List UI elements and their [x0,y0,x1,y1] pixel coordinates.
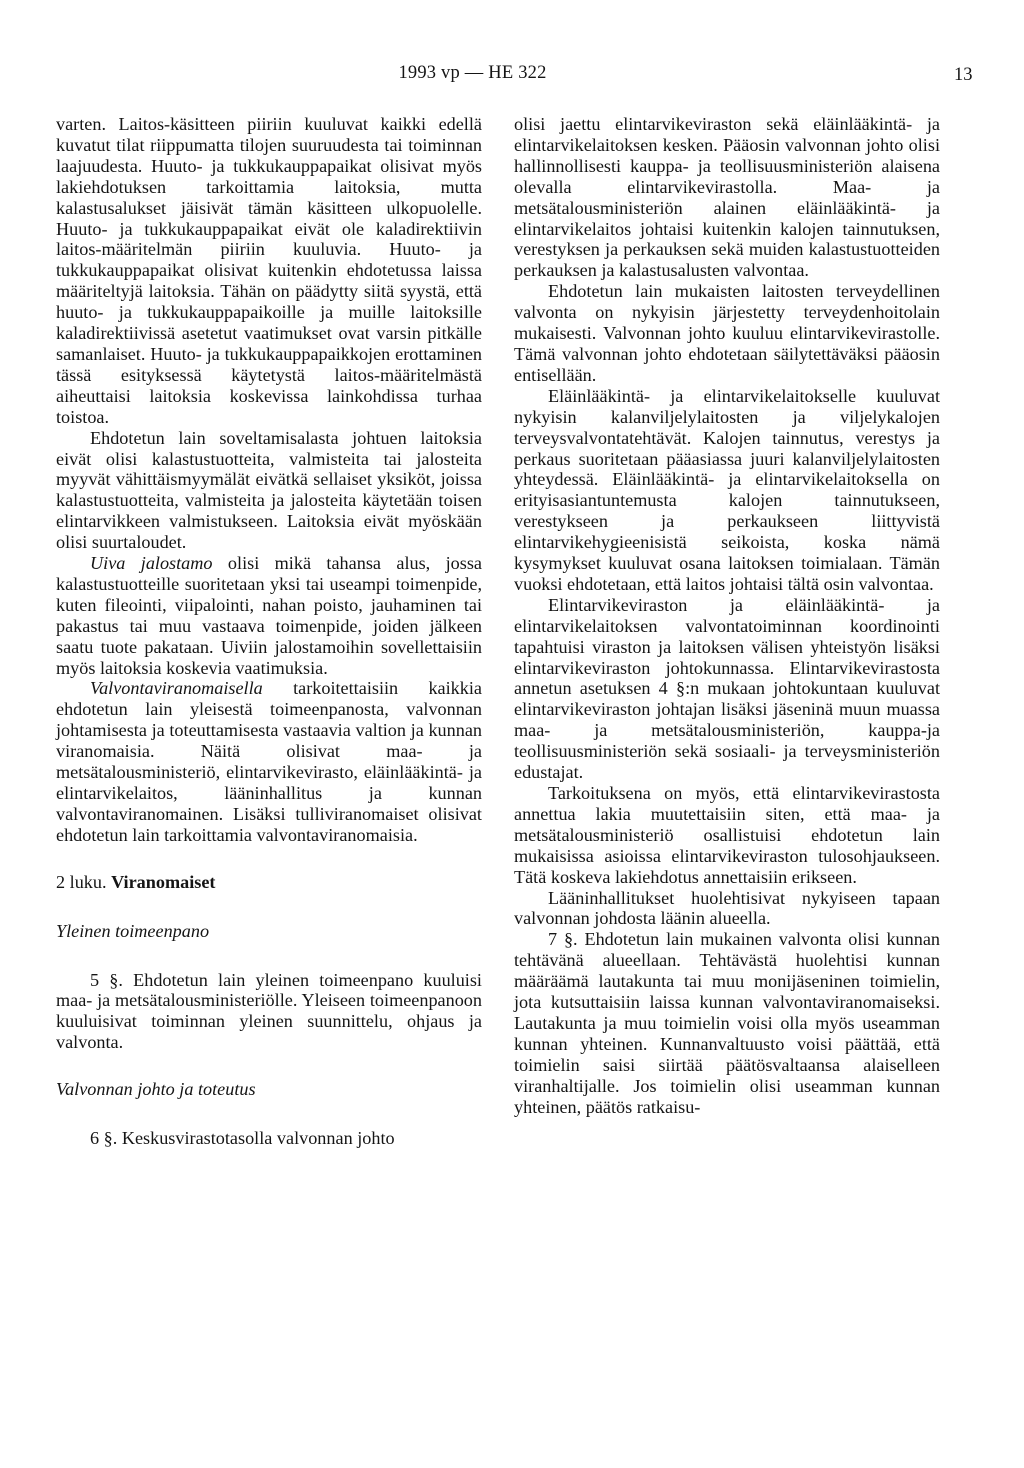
page-header-title: 1993 vp — HE 322 [398,63,547,83]
left-column [56,114,482,1149]
paragraph: Tarkoituksena on myös, että elintarvikevirastosta annettua lakia muutettaisiin siten, että maa- ja metsätalousministeriö osallistuisi ehdotetun lain mukaisissa asioissa elintarvikeviraston tulosohjaukseen. Tätä koskeva lakiehdotus annettaisiin erikseen. [514,783,940,887]
section-subheading: Yleinen toimeenpano [56,920,210,941]
page-number: 13 [954,65,973,85]
paragraph: Ehdotetun lain mukaisten laitosten terveydellinen valvonta on nykyisin järjestetty terveydenhoitolain mukaisesti. Valvonnan johto kuuluu elintarvikevirastolle. Tämä valvonnan johto ehdotetaan säilytettäväksi pääosin entisellään. [514,281,940,385]
term-valvontaviranomainen: Valvontaviranomaisella [90,678,263,699]
paragraph: olisi jaettu elintarvikeviraston sekä eläinlääkintä- ja elintarvikelaitoksen kesken. Pääosin valvonnan johto olisi hallinnollisesti kauppa- ja teollisuusministeriön alaisena olevalla elintarvikevirastolla. Maa- ja metsätalousministeriön alainen eläinlääkintä- ja elintarvikelaitos johtaisi kuitenkin kalojen tainnutuksen, verestyksen ja perkauksen sekä muiden kalastustuotteiden perkauksen ja kalastusalusten valvontaa. [514,114,940,281]
right-column [514,114,940,1118]
paragraph: 5 §. Ehdotetun lain yleinen toimeenpano kuuluisi maa- ja metsätalousministeriölle. Yleiseen toimeenpanoon kuuluisivat toiminnan yleinen suunnittelu, ohjaus ja valvonta. [56,969,482,1053]
chapter-number: 2 luku. [56,871,107,892]
paragraph [56,553,482,678]
paragraph: varten. Laitos-käsitteen piiriin kuuluvat kaikki edellä kuvatut tilat riippumatta tilojen suuruudesta tai toiminnan laajuudesta. Huuto- ja tukkukauppapaikat olisivat myös lakiehdotuksen tarkoittamia laitoksia, mutta kalastusalukset jäisivät tämän käsitteen ulkopuolelle. Huuto- ja tukkukauppapaikat eivät ole kaladirektiivin laitos-määritelmän piiriin kuuluvia. Huuto- ja tukkukauppapaikat olisivat kuitenkin ehdotetussa laissa määriteltyjä laitoksia. Tähän on päädytty siitä syystä, että huuto- ja tukkukauppapaikoille ja muille laitoksille kaladirektiivissä asetetut vaatimukset ovat varsin pitkälle samanlaiset. Huuto- ja tukkukauppapaikkojen erottaminen tässä esityksessä käytetystä laitos-määritelmästä aiheuttaisi laitoksia koskevissa lainkohdissa turhaa toistoa. [56,114,482,427]
term-uiva-jalostamo: Uiva jalostamo [90,553,213,574]
paragraph-text: olisi mikä tahansa alus, jossa kalastustuotteille suoritetaan yksi tai useampi toimenpide, kuten fileointi, viipalointi, nahan poisto, jauhaminen tai pakastus tai muu vastaava toimenpide, joiden jälkeen saatu tuote pakataan. Uiviin jalostamoihin sovellettaisiin myös laitoksia koskevia vaatimuksia. [56,553,482,678]
paragraph: 6 §. Keskusvirastotasolla valvonnan johto [90,1128,395,1149]
paragraph [56,678,482,845]
paragraph: Eläinlääkintä- ja elintarvikelaitokselle kuuluvat nykyisin kalanviljelylaitosten ja viljelykalojen terveysvalvontatehtävät. Kalojen tainnutus, verestys ja perkaus suoritetaan pääasiassa juuri kalanviljelylaitosten yhteydessä. Eläinlääkintä- ja elintarvikelaitoksella on erityisasiantuntemusta kalojen tainnutukseen, verestykseen ja perkaukseen liittyvistä elintarvikehygieenisistä seikoista, koska nämä kysymykset kuuluvat osana laitoksen toimialaan. Tämän vuoksi ehdotetaan, että laitos johtaisi tältä osin valvontaa. [514,385,940,594]
paragraph: Elintarvikeviraston ja eläinlääkintä- ja elintarvikelaitoksen valvontatoiminnan koordinointi tapahtuisi viraston ja laitoksen välisen yhteistyön lisäksi elintarvikeviraston johtokunnassa. Elintarvikevirastosta annetun asetuksen 4 §:n mukaan johtokuntaan kuuluvat elintarvikeviraston johtajan lisäksi jäseninä muun muassa maa- ja metsätalousministeriön, kauppa-ja teollisuusministeriön sekä sosiaali- ja terveysministeriön edustajat. [514,594,940,783]
paragraph: Lääninhallitukset huolehtisivat nykyiseen tapaan valvonnan johdosta läänin alueella. [514,887,940,929]
chapter-title: Viranomaiset [111,871,216,892]
paragraph-text: tarkoitettaisiin kaikkia ehdotetun lain yleisestä toimeenpanosta, valvonnan johtamisesta ja toteuttamisesta vastaavia valtion ja kunnan viranomaisia. Näitä olisivat maa- ja metsätalousministeriö, elintarvikevirasto, eläinlääkintä- ja elintarvikelaitos, lääninhallitus ja kunnan valvontaviranomainen. Lisäksi tulliviranomaiset olisivat ehdotetun lain tarkoittamia valvontaviranomaisia. [56,678,482,845]
paragraph: Ehdotetun lain soveltamisalasta johtuen laitoksia eivät olisi kalastustuotteita, valmisteita tai jalosteita myyvät vähittäismyymälät eivätkä sellaiset yksiköt, joissa kalastustuotteita, valmisteita ja jalosteita käytetään toisen elintarvikkeen valmistukseen. Laitoksia eivät myöskään olisi suurtaloudet. [56,427,482,553]
paragraph: 7 §. Ehdotetun lain mukainen valvonta olisi kunnan tehtävänä alueellaan. Tehtävästä huolehtisi kunnan määräämä lautakunta tai muu monijäseninen toimielin, jota kutsuttaisiin laissa kunnan valvontaviranomaiseksi. Lautakunta ja muu toimielin voisi olla myös useamman kunnan yhteinen. Kunnanvaltuusto voisi päättää, että toimielin saisi siirtää päätösvaltaansa alaiselleen viranhaltijalle. Jos toimielin olisi useamman kunnan yhteinen, päätös ratkaisu- [514,929,940,1117]
chapter-heading [56,872,482,893]
section-subheading: Valvonnan johto ja toteutus [56,1079,256,1100]
